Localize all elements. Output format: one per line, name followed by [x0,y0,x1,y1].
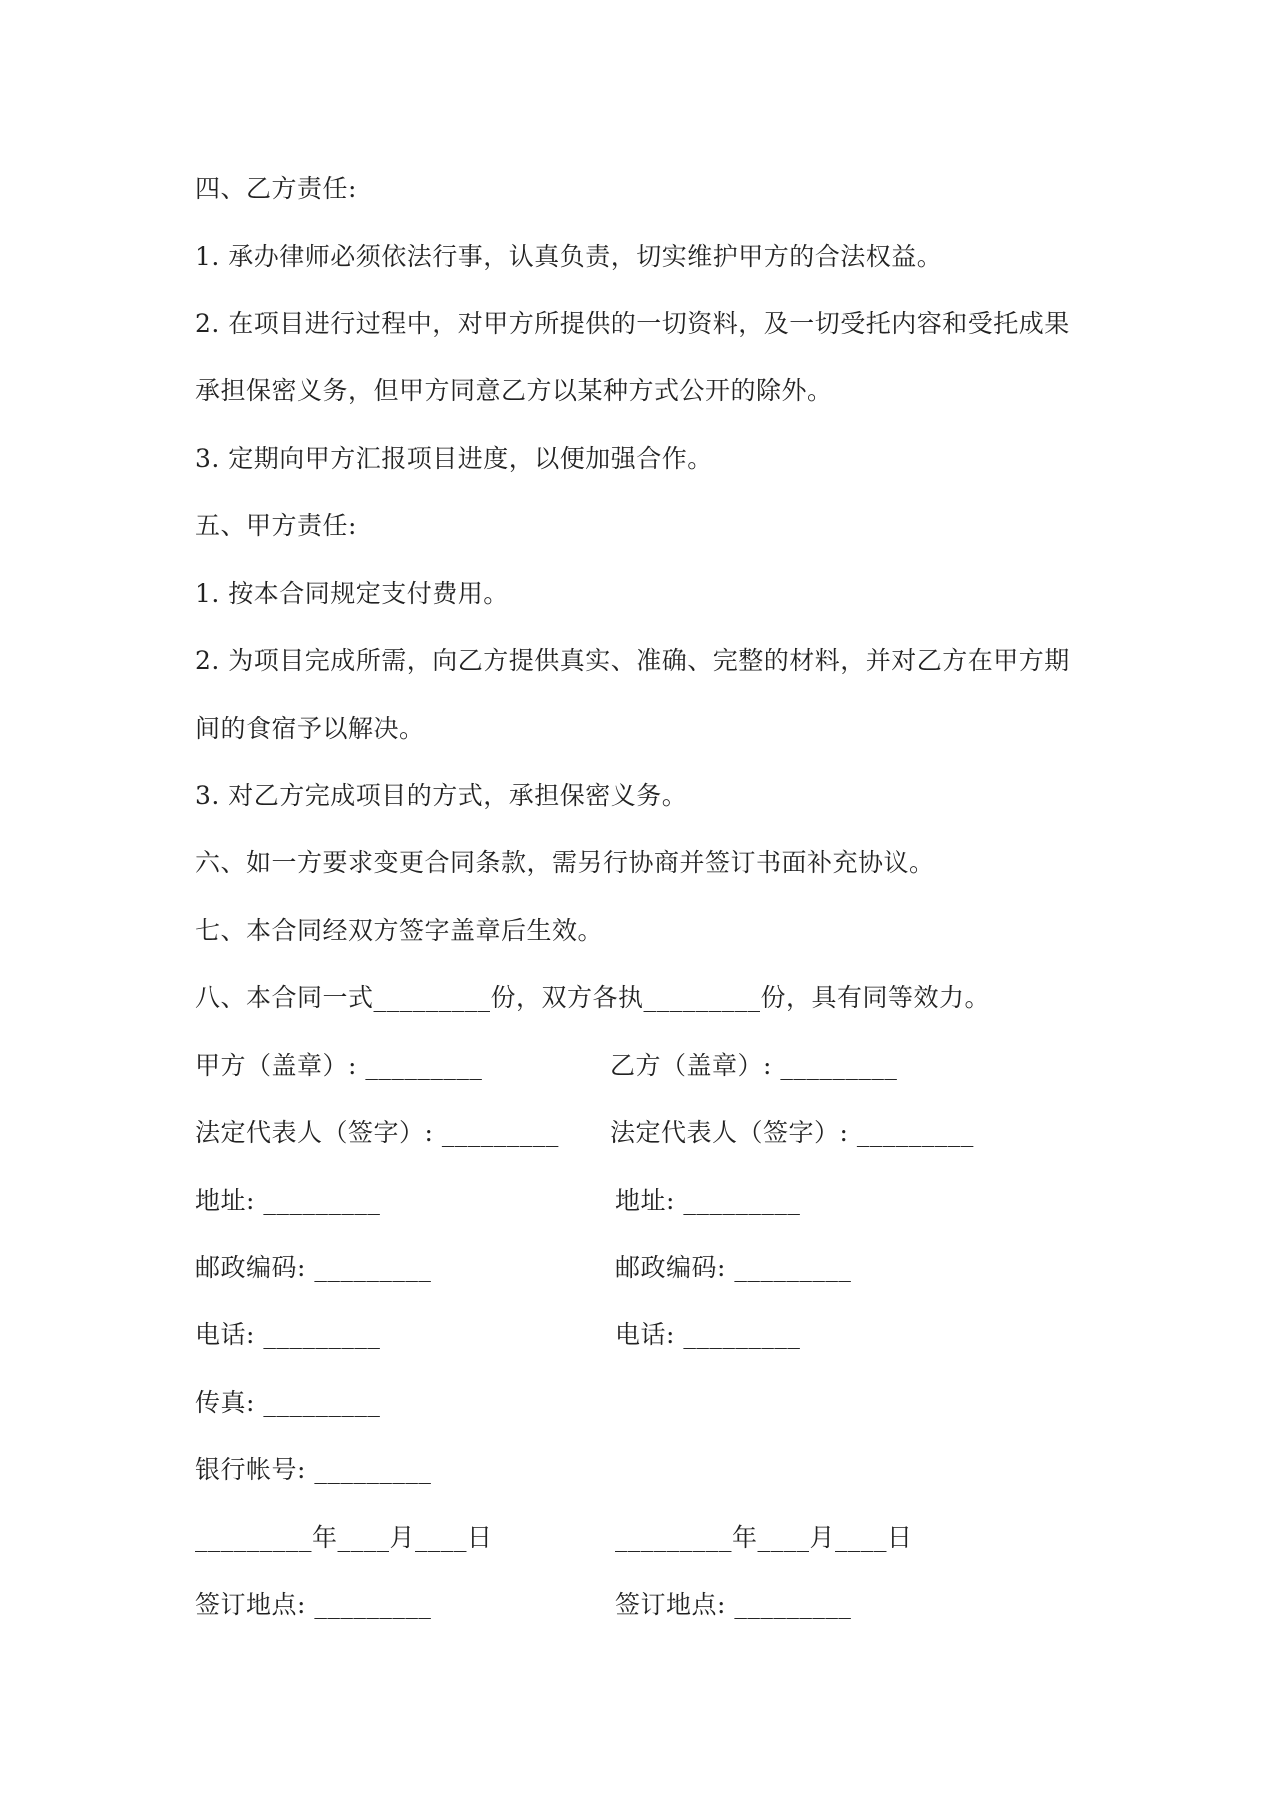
paragraph-b-2-line2: 承担保密义务，但甲方同意乙方以某种方式公开的除外。 [195,376,833,405]
party-b-signing-place: 签订地点: _________ [615,1590,852,1619]
section-seven: 七、本合同经双方签字盖章后生效。 [195,916,604,945]
paragraph-b-1: 1. 承办律师必须依法行事，认真负责，切实维护甲方的合法权益。 [195,242,943,271]
section-heading-party-a-duties: 五、甲方责任: [195,511,357,540]
section-heading-party-b-duties: 四、乙方责任: [195,174,357,203]
party-b-date: _________年____月____日 [615,1523,913,1552]
party-b-address: 地址: _________ [615,1186,801,1215]
paragraph-b-3: 3. 定期向甲方汇报项目进度，以便加强合作。 [195,444,713,473]
party-a-seal: 甲方（盖章）: _________ [195,1051,483,1080]
paragraph-a-2-line1: 2. 为项目完成所需，向乙方提供真实、准确、完整的材料，并对乙方在甲方期 [195,646,1070,675]
party-a-date: _________年____月____日 [195,1523,493,1552]
party-a-phone: 电话: _________ [195,1320,381,1349]
party-b-seal: 乙方（盖章）: _________ [610,1051,898,1080]
party-a-bank-account: 银行帐号: _________ [195,1455,432,1484]
section-six: 六、如一方要求变更合同条款，需另行协商并签订书面补充协议。 [195,848,935,877]
party-a-signing-place: 签订地点: _________ [195,1590,432,1619]
paragraph-b-2-line1: 2. 在项目进行过程中，对甲方所提供的一切资料，及一切受托内容和受托成果 [195,309,1070,338]
party-a-address: 地址: _________ [195,1186,381,1215]
paragraph-a-1: 1. 按本合同规定支付费用。 [195,579,509,608]
party-a-postcode: 邮政编码: _________ [195,1253,432,1282]
party-a-representative: 法定代表人（签字）: _________ [195,1118,559,1147]
paragraph-a-2-line2: 间的食宿予以解决。 [195,714,425,743]
paragraph-a-3: 3. 对乙方完成项目的方式，承担保密义务。 [195,781,688,810]
party-b-phone: 电话: _________ [615,1320,801,1349]
section-eight: 八、本合同一式_________份，双方各执_________份，具有同等效力。 [195,983,991,1012]
party-a-fax: 传真: _________ [195,1388,381,1417]
party-b-postcode: 邮政编码: _________ [615,1253,852,1282]
party-b-representative: 法定代表人（签字）: _________ [610,1118,974,1147]
